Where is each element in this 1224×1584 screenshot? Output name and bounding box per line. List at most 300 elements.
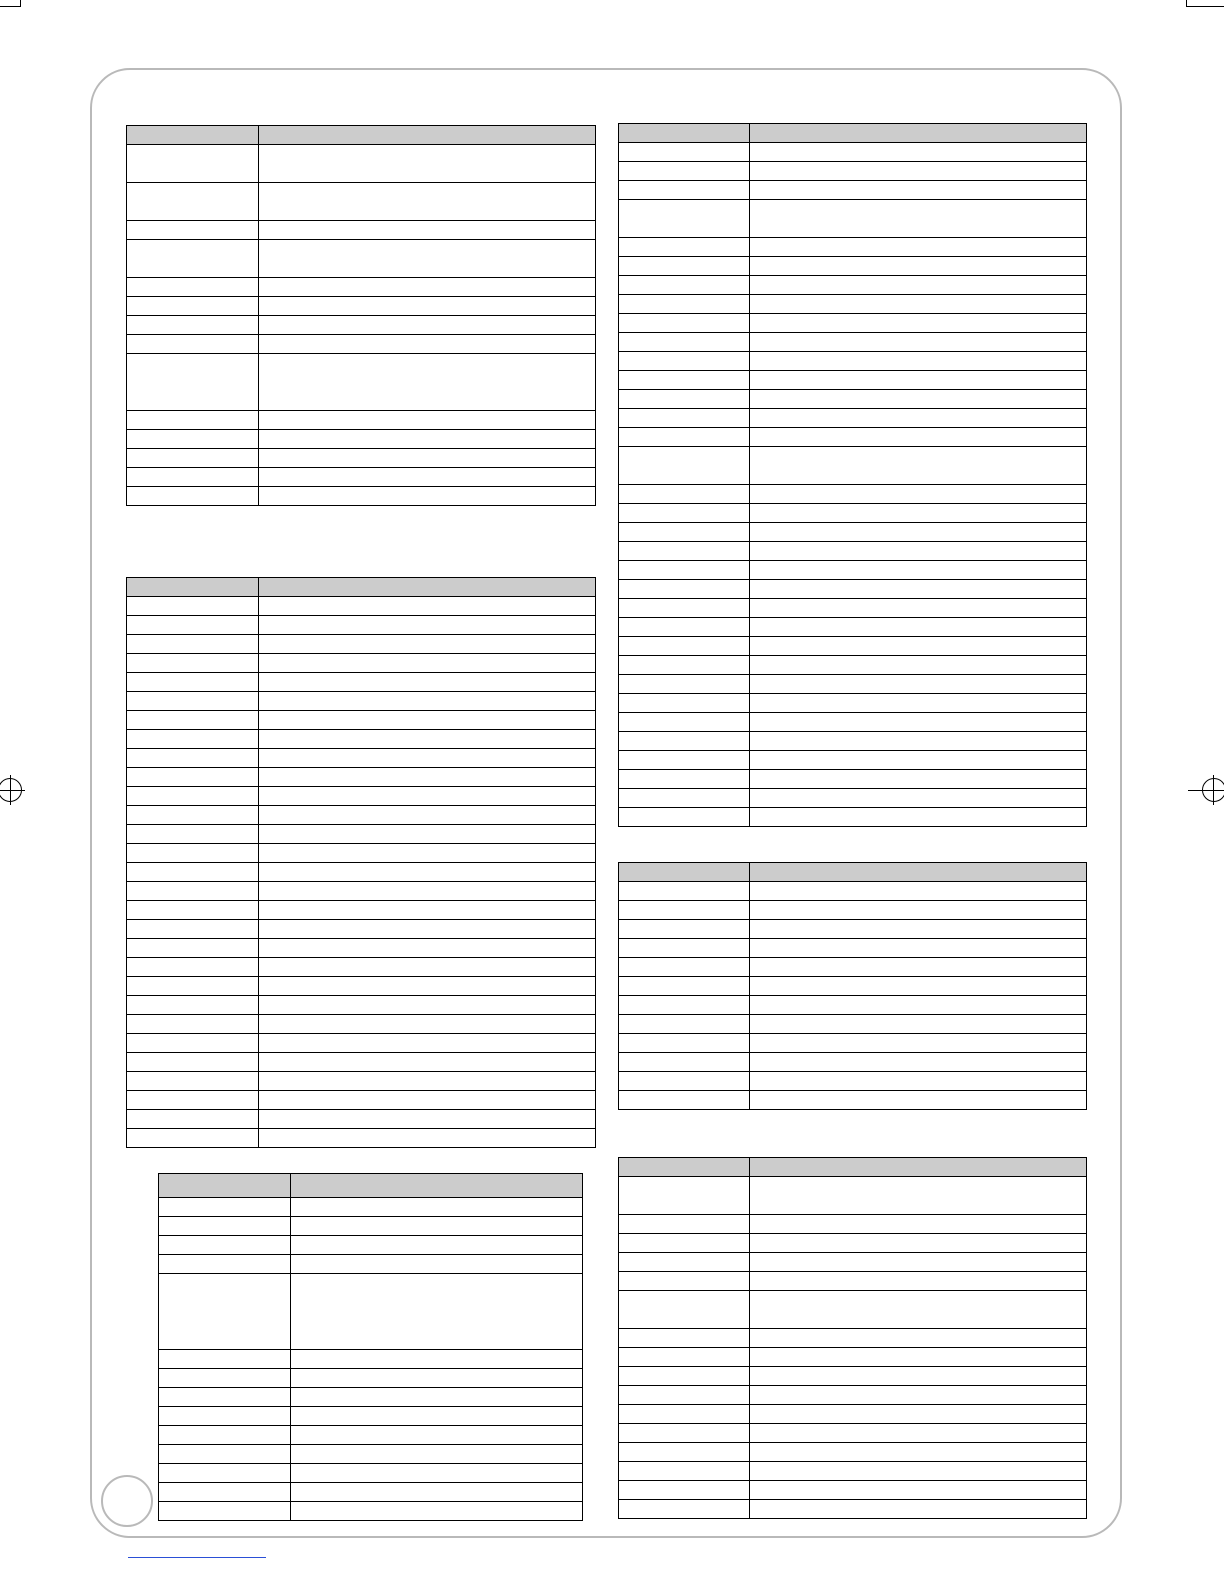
cell-key — [127, 711, 259, 730]
table-row — [159, 1255, 583, 1274]
cell-value — [259, 939, 596, 958]
cell-value — [291, 1388, 583, 1407]
cell-value — [750, 200, 1087, 238]
cell-value — [750, 770, 1087, 789]
table-row — [127, 635, 596, 654]
cell-key — [619, 996, 750, 1015]
cell-key — [127, 145, 259, 183]
cell-key — [619, 447, 750, 485]
table-row — [619, 238, 1087, 257]
table-row — [619, 1253, 1087, 1272]
cell-key — [619, 257, 750, 276]
table-row — [127, 787, 596, 806]
table-row — [619, 977, 1087, 996]
cell-key — [619, 1291, 750, 1329]
cell-value — [291, 1350, 583, 1369]
cell-key — [127, 183, 259, 221]
cell-key — [619, 162, 750, 181]
cell-key — [619, 939, 750, 958]
cell-key — [159, 1388, 291, 1407]
cell-value — [259, 1072, 596, 1091]
table-row — [127, 844, 596, 863]
cell-value — [750, 1348, 1087, 1367]
table-row — [619, 504, 1087, 523]
cell-value — [259, 240, 596, 278]
cell-key — [127, 939, 259, 958]
cell-key — [619, 1253, 750, 1272]
header-cell-value — [750, 863, 1087, 882]
cell-key — [159, 1198, 291, 1217]
cell-value — [750, 485, 1087, 504]
table-row — [619, 675, 1087, 694]
cell-value — [750, 333, 1087, 352]
table-row — [619, 882, 1087, 901]
header-cell-key — [159, 1174, 291, 1198]
table-left-2 — [126, 577, 596, 1148]
cell-key — [619, 352, 750, 371]
table-row — [127, 768, 596, 787]
cell-value — [750, 295, 1087, 314]
cell-value — [750, 276, 1087, 295]
cell-key — [159, 1426, 291, 1445]
table-row — [127, 958, 596, 977]
cell-key — [619, 314, 750, 333]
table-row — [619, 1215, 1087, 1234]
table-row — [619, 143, 1087, 162]
cell-key — [619, 181, 750, 200]
cell-key — [619, 637, 750, 656]
table-header-row — [619, 1158, 1087, 1177]
cell-value — [750, 1272, 1087, 1291]
cell-key — [127, 673, 259, 692]
cell-key — [619, 371, 750, 390]
cell-value — [750, 789, 1087, 808]
table-row — [619, 162, 1087, 181]
table-row — [619, 1072, 1087, 1091]
table-row — [619, 789, 1087, 808]
table-row — [619, 1177, 1087, 1215]
cell-key — [127, 1053, 259, 1072]
table-row — [127, 430, 596, 449]
header-cell-key — [619, 124, 750, 143]
cell-key — [619, 1367, 750, 1386]
cell-value — [259, 616, 596, 635]
table-header-row — [159, 1174, 583, 1198]
cell-key — [159, 1350, 291, 1369]
cell-value — [750, 1443, 1087, 1462]
cell-key — [619, 1053, 750, 1072]
table-row — [127, 1129, 596, 1148]
cell-key — [619, 675, 750, 694]
table-row — [619, 1348, 1087, 1367]
table-row — [619, 1424, 1087, 1443]
cell-key — [127, 278, 259, 297]
registration-line-left-vertical — [10, 775, 11, 805]
cell-value — [291, 1445, 583, 1464]
cell-value — [291, 1198, 583, 1217]
table-row — [127, 882, 596, 901]
cell-value — [750, 523, 1087, 542]
cell-key — [127, 1091, 259, 1110]
cell-value — [259, 787, 596, 806]
cell-value — [750, 1253, 1087, 1272]
table-row — [619, 428, 1087, 447]
cell-key — [619, 1072, 750, 1091]
cell-key — [619, 333, 750, 352]
cell-value — [750, 901, 1087, 920]
cell-key — [127, 844, 259, 863]
cell-value — [750, 447, 1087, 485]
cell-value — [259, 1053, 596, 1072]
cell-value — [750, 1091, 1087, 1110]
cell-key — [619, 143, 750, 162]
table-row — [159, 1274, 583, 1350]
table-row — [619, 713, 1087, 732]
header-cell-value — [259, 126, 596, 145]
cell-value — [291, 1464, 583, 1483]
cell-value — [750, 977, 1087, 996]
cell-value — [259, 806, 596, 825]
cell-key — [127, 1129, 259, 1148]
table-row — [619, 920, 1087, 939]
cell-value — [750, 732, 1087, 751]
page-number-circle — [101, 1475, 153, 1527]
cell-value — [750, 1424, 1087, 1443]
table-row — [619, 618, 1087, 637]
registration-line-left-horizontal — [0, 790, 25, 791]
table-row — [619, 1015, 1087, 1034]
cell-key — [127, 354, 259, 411]
table-row — [619, 1234, 1087, 1253]
header-cell-value — [259, 578, 596, 597]
cell-key — [127, 335, 259, 354]
cell-key — [127, 958, 259, 977]
table-row — [619, 200, 1087, 238]
cell-key — [619, 958, 750, 977]
table-row — [127, 597, 596, 616]
table-row — [127, 411, 596, 430]
table-row — [127, 977, 596, 996]
cell-value — [750, 1072, 1087, 1091]
table-row — [127, 920, 596, 939]
cell-key — [127, 863, 259, 882]
cell-value — [750, 1015, 1087, 1034]
cell-value — [259, 920, 596, 939]
cell-key — [619, 580, 750, 599]
cell-key — [159, 1369, 291, 1388]
cell-key — [127, 901, 259, 920]
table-row — [619, 808, 1087, 827]
table-row — [619, 542, 1087, 561]
registration-line-right-horizontal — [1188, 790, 1224, 791]
cell-value — [259, 354, 596, 411]
cell-value — [750, 1500, 1087, 1519]
cell-value — [750, 1462, 1087, 1481]
cell-value — [291, 1255, 583, 1274]
table-left-3 — [158, 1173, 583, 1521]
cell-value — [750, 428, 1087, 447]
cell-value — [259, 996, 596, 1015]
table-row — [127, 316, 596, 335]
cell-value — [259, 145, 596, 183]
cell-key — [127, 768, 259, 787]
cell-key — [619, 656, 750, 675]
table-row — [619, 958, 1087, 977]
cell-value — [750, 1053, 1087, 1072]
cell-key — [127, 1072, 259, 1091]
cell-value — [750, 939, 1087, 958]
table-row — [619, 996, 1087, 1015]
cell-value — [291, 1217, 583, 1236]
table-row — [619, 599, 1087, 618]
cell-key — [127, 240, 259, 278]
cell-key — [619, 561, 750, 580]
cell-key — [619, 1272, 750, 1291]
cell-key — [619, 920, 750, 939]
table-row — [619, 447, 1087, 485]
table-header-row — [619, 124, 1087, 143]
cell-key — [619, 238, 750, 257]
table-row — [619, 485, 1087, 504]
table-row — [127, 806, 596, 825]
table-row — [619, 694, 1087, 713]
crop-mark-top-left-horizontal — [0, 6, 21, 7]
table-row — [159, 1217, 583, 1236]
cell-key — [159, 1274, 291, 1350]
table-row — [127, 654, 596, 673]
cell-value — [259, 430, 596, 449]
table-row — [127, 996, 596, 1015]
table-row — [619, 1500, 1087, 1519]
cell-key — [127, 1015, 259, 1034]
header-cell-key — [619, 863, 750, 882]
cell-value — [259, 882, 596, 901]
cell-value — [750, 580, 1087, 599]
cell-value — [750, 694, 1087, 713]
cell-key — [619, 1500, 750, 1519]
cell-key — [127, 730, 259, 749]
table-row — [619, 1034, 1087, 1053]
cell-value — [750, 751, 1087, 770]
cell-value — [259, 730, 596, 749]
table-row — [619, 580, 1087, 599]
cell-key — [619, 808, 750, 827]
cell-key — [619, 504, 750, 523]
table-row — [159, 1407, 583, 1426]
cell-value — [750, 713, 1087, 732]
cell-key — [127, 920, 259, 939]
cell-key — [619, 1424, 750, 1443]
cell-value — [259, 297, 596, 316]
table-row — [127, 1015, 596, 1034]
cell-value — [259, 749, 596, 768]
cell-value — [750, 1215, 1087, 1234]
table-row — [619, 1386, 1087, 1405]
cell-key — [619, 523, 750, 542]
table-header-row — [127, 126, 596, 145]
cell-key — [619, 1091, 750, 1110]
table-row — [127, 711, 596, 730]
cell-key — [619, 751, 750, 770]
cell-value — [750, 390, 1087, 409]
cell-key — [619, 1386, 750, 1405]
table-row — [619, 1329, 1087, 1348]
table-row — [159, 1236, 583, 1255]
table-row — [127, 692, 596, 711]
cell-key — [619, 1177, 750, 1215]
table-row — [127, 1072, 596, 1091]
cell-value — [750, 561, 1087, 580]
footer-underline — [128, 1557, 266, 1558]
cell-value — [750, 1177, 1087, 1215]
cell-value — [750, 656, 1087, 675]
cell-value — [259, 449, 596, 468]
table-row — [159, 1369, 583, 1388]
table-row — [619, 656, 1087, 675]
cell-value — [259, 635, 596, 654]
cell-value — [259, 1034, 596, 1053]
table-right-3 — [618, 1157, 1087, 1519]
table-row — [127, 468, 596, 487]
table-row — [619, 770, 1087, 789]
table-row — [127, 278, 596, 297]
table-row — [619, 523, 1087, 542]
table-row — [159, 1483, 583, 1502]
cell-key — [619, 1329, 750, 1348]
cell-key — [619, 1034, 750, 1053]
table-right-2 — [618, 862, 1087, 1110]
cell-value — [750, 882, 1087, 901]
cell-key — [159, 1407, 291, 1426]
cell-value — [291, 1274, 583, 1350]
cell-value — [259, 654, 596, 673]
header-cell-value — [750, 1158, 1087, 1177]
table-row — [127, 449, 596, 468]
cell-value — [750, 542, 1087, 561]
cell-key — [159, 1445, 291, 1464]
cell-key — [127, 654, 259, 673]
cell-key — [159, 1464, 291, 1483]
cell-key — [127, 297, 259, 316]
cell-key — [619, 1348, 750, 1367]
table-row — [159, 1445, 583, 1464]
table-row — [619, 901, 1087, 920]
table-left-1 — [126, 125, 596, 506]
table-row — [127, 901, 596, 920]
cell-value — [750, 238, 1087, 257]
cell-value — [750, 504, 1087, 523]
cell-key — [619, 694, 750, 713]
table-row — [127, 354, 596, 411]
header-cell-value — [291, 1174, 583, 1198]
cell-key — [619, 1462, 750, 1481]
cell-value — [750, 1386, 1087, 1405]
cell-value — [259, 183, 596, 221]
cell-key — [619, 713, 750, 732]
table-row — [127, 221, 596, 240]
cell-key — [159, 1255, 291, 1274]
cell-key — [127, 487, 259, 506]
cell-value — [750, 808, 1087, 827]
table-row — [127, 240, 596, 278]
cell-value — [259, 825, 596, 844]
cell-value — [750, 162, 1087, 181]
table-row — [619, 352, 1087, 371]
table-right-1 — [618, 123, 1087, 827]
table-header-row — [619, 863, 1087, 882]
cell-value — [750, 314, 1087, 333]
cell-value — [750, 1034, 1087, 1053]
cell-value — [750, 1367, 1087, 1386]
cell-key — [619, 882, 750, 901]
cell-key — [127, 316, 259, 335]
cell-key — [127, 825, 259, 844]
cell-value — [750, 958, 1087, 977]
cell-key — [619, 770, 750, 789]
table-row — [127, 749, 596, 768]
cell-value — [750, 920, 1087, 939]
table-row — [127, 1034, 596, 1053]
cell-value — [259, 221, 596, 240]
cell-key — [619, 485, 750, 504]
cell-key — [127, 692, 259, 711]
cell-value — [259, 1110, 596, 1129]
cell-key — [619, 599, 750, 618]
cell-value — [750, 257, 1087, 276]
table-row — [159, 1198, 583, 1217]
table-row — [127, 1091, 596, 1110]
cell-key — [619, 977, 750, 996]
cell-value — [259, 711, 596, 730]
cell-value — [750, 996, 1087, 1015]
table-row — [619, 276, 1087, 295]
cell-value — [291, 1483, 583, 1502]
table-row — [159, 1502, 583, 1521]
cell-value — [750, 1329, 1087, 1348]
table-header-row — [127, 578, 596, 597]
cell-key — [619, 542, 750, 561]
table-row — [619, 295, 1087, 314]
cell-key — [127, 468, 259, 487]
table-row — [619, 1291, 1087, 1329]
table-row — [619, 1367, 1087, 1386]
cell-key — [619, 618, 750, 637]
cell-key — [159, 1502, 291, 1521]
cell-key — [127, 411, 259, 430]
cell-value — [259, 958, 596, 977]
table-row — [159, 1388, 583, 1407]
cell-value — [259, 692, 596, 711]
table-row — [619, 1272, 1087, 1291]
cell-value — [259, 844, 596, 863]
cell-value — [750, 409, 1087, 428]
cell-key — [159, 1217, 291, 1236]
cell-value — [291, 1502, 583, 1521]
cell-key — [127, 882, 259, 901]
cell-key — [127, 449, 259, 468]
cell-value — [291, 1407, 583, 1426]
header-cell-key — [619, 1158, 750, 1177]
table-row — [127, 487, 596, 506]
cell-value — [750, 1234, 1087, 1253]
table-row — [619, 561, 1087, 580]
table-row — [127, 939, 596, 958]
table-row — [127, 145, 596, 183]
cell-key — [619, 1405, 750, 1424]
cell-value — [259, 487, 596, 506]
cell-key — [619, 1234, 750, 1253]
cell-key — [127, 635, 259, 654]
